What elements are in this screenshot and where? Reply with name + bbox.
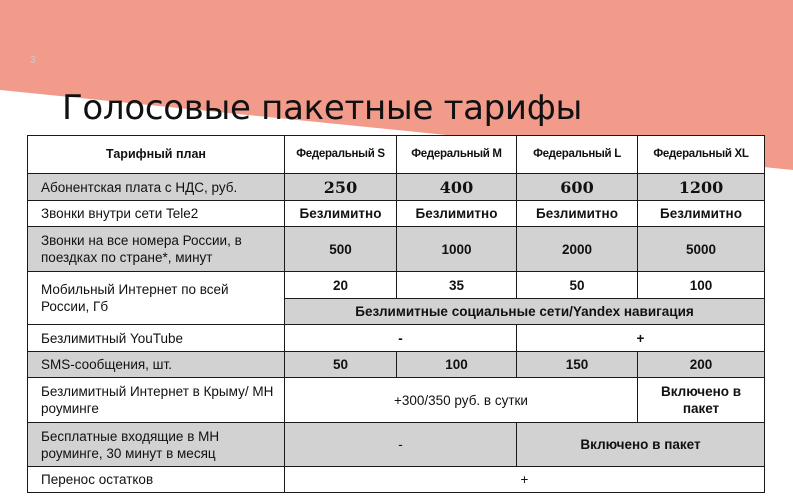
header-plan-xl: Федеральный XL [638, 136, 765, 174]
row-label: Перенос остатков [28, 467, 285, 493]
youtube-l-xl: + [517, 325, 765, 352]
slide-number: 3 [30, 55, 36, 66]
calls-russia-s: 500 [285, 227, 397, 272]
page-title: Голосовые пакетные тарифы [62, 88, 583, 128]
table-row-internet [28, 272, 765, 299]
sms-m: 100 [397, 352, 517, 378]
calls-network-m: Безлимитно [397, 201, 517, 227]
youtube-s-m: - [285, 325, 517, 352]
internet-s: 20 [285, 272, 397, 299]
table-row-sms [28, 352, 765, 378]
row-label: Звонки внутри сети Tele2 [28, 201, 285, 227]
header-label: Тарифный план [28, 136, 285, 174]
table-row-rollover [28, 467, 765, 493]
calls-network-s: Безлимитно [285, 201, 397, 227]
roaming-in-l-xl: Включено в пакет [517, 423, 765, 467]
header-plan-l: Федеральный L [517, 136, 638, 174]
header-plan-m: Федеральный M [397, 136, 517, 174]
sms-xl: 200 [638, 352, 765, 378]
internet-xl: 100 [638, 272, 765, 299]
row-label: Бесплатные входящие в МН роуминге, 30 минут в месяц [28, 423, 285, 467]
table-row-calls-russia [28, 227, 765, 272]
calls-network-l: Безлимитно [517, 201, 638, 227]
calls-russia-l: 2000 [517, 227, 638, 272]
row-label: Звонки на все номера России, в поездках по стране*, минут [28, 227, 285, 272]
row-label: Безлимитный Интернет в Крыму/ МН роуминге [28, 378, 285, 423]
table-row-youtube [28, 325, 765, 352]
row-label: Безлимитный YouTube [28, 325, 285, 352]
fee-s: 250 [285, 174, 397, 201]
internet-social-unlimited: Безлимитные социальные сети/Yandex навигация [285, 299, 765, 325]
table-header-row [28, 136, 765, 174]
crimea-s-l: +300/350 руб. в сутки [285, 378, 638, 423]
crimea-xl: Включено в пакет [638, 378, 765, 423]
table-row-crimea-internet [28, 378, 765, 423]
internet-l: 50 [517, 272, 638, 299]
rollover-all: + [285, 467, 765, 493]
table-row-roaming-incoming [28, 423, 765, 467]
tariff-table [27, 135, 765, 493]
row-label: Абонентская плата с НДС, руб. [28, 174, 285, 201]
fee-m: 400 [397, 174, 517, 201]
internet-m: 35 [397, 272, 517, 299]
header-plan-s: Федеральный S [285, 136, 397, 174]
calls-network-xl: Безлимитно [638, 201, 765, 227]
row-label: Мобильный Интернет по всей России, Гб [28, 272, 285, 325]
fee-xl: 1200 [638, 174, 765, 201]
table-row-calls-network [28, 201, 765, 227]
sms-s: 50 [285, 352, 397, 378]
table-row-fee [28, 174, 765, 201]
roaming-in-s-m: - [285, 423, 517, 467]
sms-l: 150 [517, 352, 638, 378]
fee-l: 600 [517, 174, 638, 201]
calls-russia-xl: 5000 [638, 227, 765, 272]
calls-russia-m: 1000 [397, 227, 517, 272]
row-label: SMS-сообщения, шт. [28, 352, 285, 378]
